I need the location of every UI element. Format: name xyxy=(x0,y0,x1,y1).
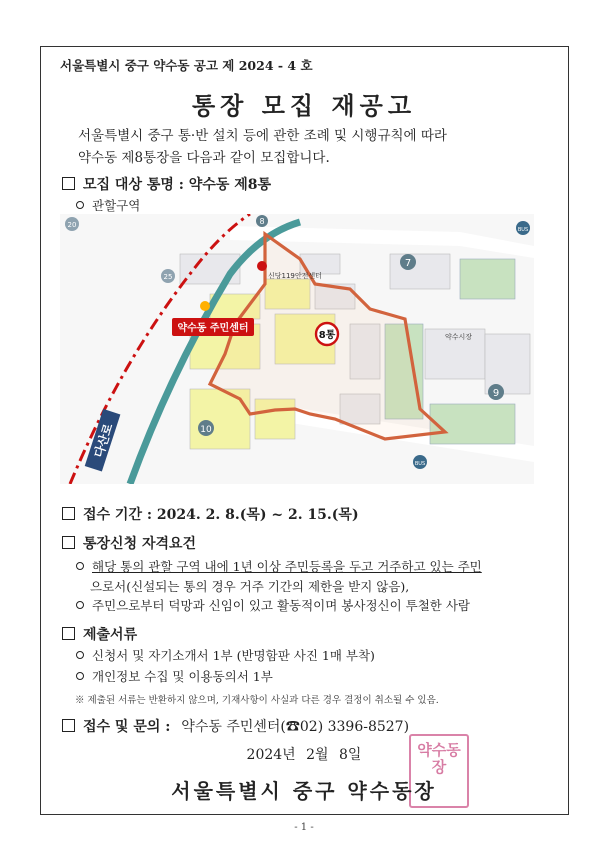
bus-stop-icon xyxy=(516,221,530,235)
badge-9 xyxy=(488,384,504,400)
checkbox-square-icon xyxy=(62,627,75,640)
market-label: 약수시장 xyxy=(445,333,473,341)
recruit-heading: 모집 대상 통명 : 약수동 제8통 xyxy=(62,174,271,194)
bullet-circle-icon xyxy=(76,672,84,680)
svg-text:8: 8 xyxy=(259,217,265,226)
bullet-circle-icon xyxy=(76,651,84,659)
notice-title: 통장 모집 재공고 xyxy=(192,91,416,120)
svg-text:7: 7 xyxy=(404,258,412,269)
documents-item-1: 신청서 및 자기소개서 1부 (반명함판 사진 1매 부착) xyxy=(76,646,375,664)
svg-text:9: 9 xyxy=(492,388,500,399)
badge-8 xyxy=(256,215,268,227)
contact-line xyxy=(62,716,409,736)
jurisdiction-map xyxy=(60,214,534,484)
documents-heading: 제출서류 xyxy=(62,624,137,644)
checkbox-square-icon xyxy=(62,507,75,520)
bullet-circle-icon xyxy=(76,201,84,209)
badge-7 xyxy=(400,254,416,270)
intro-line-1: 서울특별시 중구 통·반 설치 등에 관한 조례 및 시행규칙에 따라 xyxy=(78,128,447,144)
tong-label xyxy=(316,323,338,345)
contact-value: 약수동 주민센터(☎02) 3396-8527) xyxy=(181,719,410,735)
contact-label: 접수 및 문의 : xyxy=(83,719,171,735)
badge-10 xyxy=(198,420,214,436)
notice-number: 서울특별시 중구 약수동 공고 제 2024 - 4 호 xyxy=(60,58,313,73)
qualification-item-1: 해당 통의 관할 구역 내에 1년 이상 주민등록을 두고 거주하고 있는 주민 xyxy=(76,557,482,575)
qualification-item-1-cont: 으로서(신설되는 통의 경우 거주 기간의 제한을 받지 않음), xyxy=(90,579,410,594)
checkbox-square-icon xyxy=(62,536,75,549)
svg-text:25: 25 xyxy=(163,273,173,281)
page-number: - 1 - xyxy=(294,822,314,833)
svg-text:다산로: 다산로 xyxy=(91,421,116,460)
circle-25 xyxy=(161,269,175,283)
circle-20 xyxy=(65,217,79,231)
svg-text:약수동 주민센터: 약수동 주민센터 xyxy=(177,323,249,334)
bus-stop-icon xyxy=(413,455,427,469)
bullet-circle-icon xyxy=(76,562,84,570)
official-seal-text: 약수동장 xyxy=(417,741,461,776)
community-center-marker-icon xyxy=(200,301,210,311)
recruit-sub: 관할구역 xyxy=(76,196,140,214)
reception-heading: 접수 기간 : 2024. 2. 8.(목) ~ 2. 15.(목) xyxy=(62,504,359,524)
documents-note: ※ 제출된 서류는 반환하지 않으며, 기재사항이 사실과 다른 경우 결정이 취소될 수 있음. xyxy=(75,695,439,706)
checkbox-square-icon xyxy=(62,719,75,732)
checkbox-square-icon xyxy=(62,177,75,190)
svg-text:10: 10 xyxy=(200,425,212,435)
svg-text:BUS: BUS xyxy=(414,461,426,467)
fire-station-label: 신당119안전센터 xyxy=(268,272,322,280)
intro-line-2: 약수동 제8통장을 다음과 같이 모집합니다. xyxy=(78,150,330,166)
svg-text:BUS: BUS xyxy=(517,227,529,233)
issuer-name: 서울특별시 중구 약수동장 xyxy=(171,779,437,803)
bullet-circle-icon xyxy=(76,601,84,609)
svg-text:20: 20 xyxy=(67,221,77,229)
fire-station-icon xyxy=(257,261,267,271)
svg-text:8통: 8통 xyxy=(318,330,336,341)
qualification-item-2: 주민으로부터 덕망과 신임이 있고 활동적이며 봉사정신이 투철한 사람 xyxy=(76,596,470,614)
community-center-label xyxy=(172,318,254,336)
issue-date: 2024년 2월 8일 xyxy=(246,747,362,763)
documents-item-2: 개인정보 수집 및 이용동의서 1부 xyxy=(76,667,273,685)
qualification-heading: 통장신청 자격요건 xyxy=(62,533,196,553)
